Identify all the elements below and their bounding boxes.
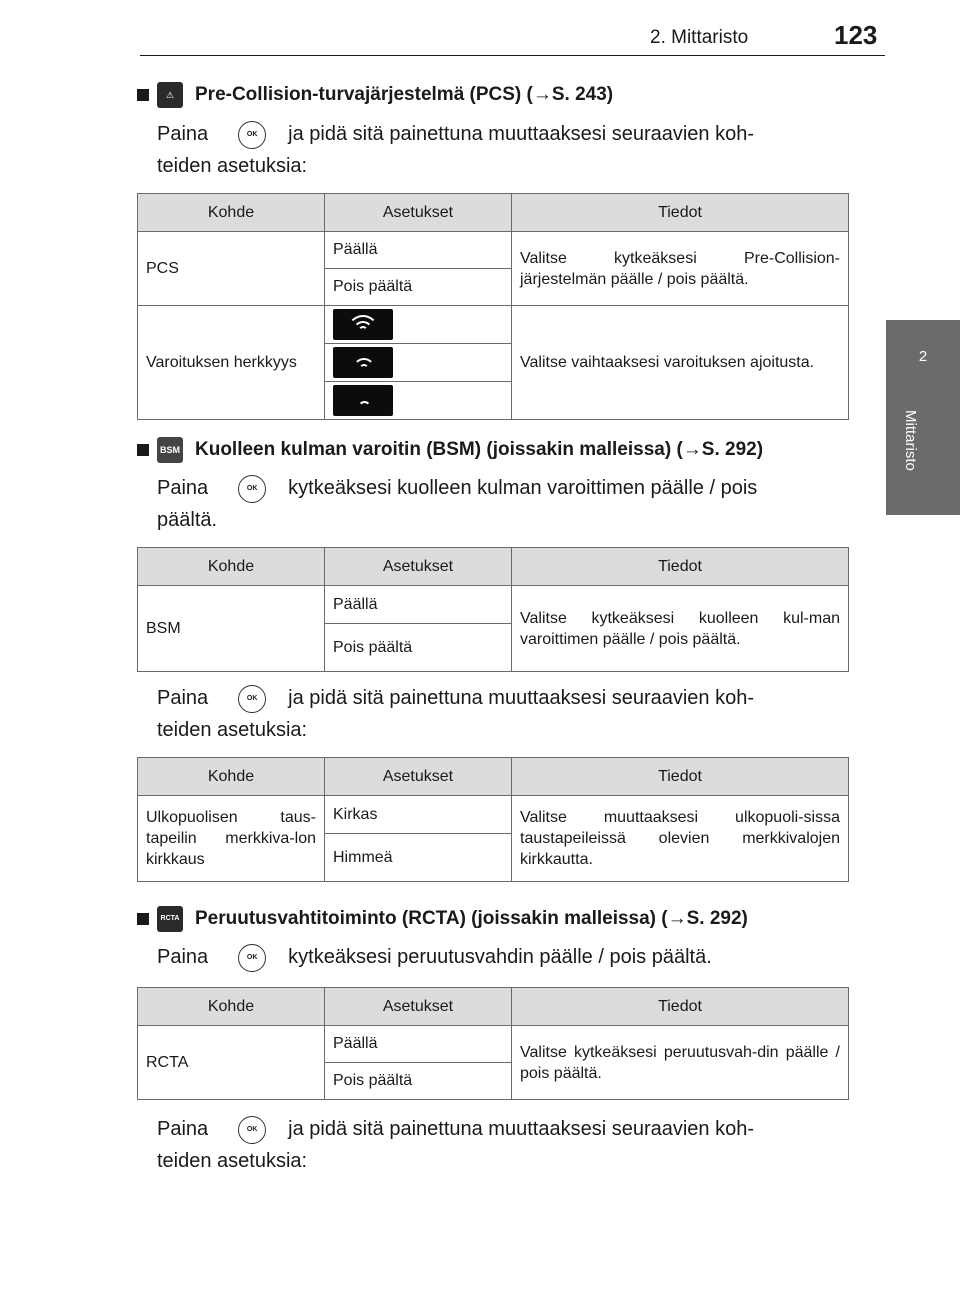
ok-button-icon: OK: [238, 685, 266, 713]
header-rule: [140, 55, 885, 56]
sensitivity-mid-icon: [333, 347, 393, 378]
col-header-asetukset: Asetukset: [325, 988, 512, 1026]
pcs-heading: [137, 82, 613, 108]
cell-item: RCTA: [138, 1026, 325, 1100]
bullet-square-icon: [137, 89, 149, 101]
table-row: [138, 306, 849, 344]
cell-setting: Kirkas: [325, 796, 512, 834]
instruction-press: Paina: [157, 687, 209, 709]
cell-setting: Päällä: [325, 232, 512, 269]
col-header-tiedot: Tiedot: [512, 194, 849, 232]
bsm-icon: BSM: [157, 437, 183, 463]
page-number: 123: [834, 20, 878, 50]
instruction-text: ja pidä sitä painettuna muuttaaksesi seuraavien koh-: [288, 123, 754, 145]
col-header-kohde: Kohde: [138, 758, 325, 796]
col-header-tiedot: Tiedot: [512, 548, 849, 586]
rcta-heading: [137, 906, 748, 932]
bsm-heading: [137, 437, 763, 463]
cell-setting: Päällä: [325, 586, 512, 624]
cell-info: Valitse muuttaaksesi ulkopuoli-sissa taustapeileissä olevien merkkivalojen kirkkautta.: [512, 796, 849, 882]
cell-item: Ulkopuolisen taus-tapeilin merkkiva-lon kirkkaus: [138, 796, 325, 882]
cell-setting: [325, 344, 512, 382]
col-header-asetukset: Asetukset: [325, 758, 512, 796]
pcs-instruction: [157, 118, 847, 182]
instruction-text: ja pidä sitä painettuna muuttaaksesi seuraavien koh-: [288, 1118, 754, 1140]
ok-button-icon: OK: [238, 1116, 266, 1144]
rcta-instruction: [157, 941, 847, 973]
cell-info: Valitse kytkeäksesi kuolleen kul-man varoittimen päälle / pois päältä.: [512, 586, 849, 672]
instruction-press: Paina: [157, 123, 209, 145]
chapter-label-text: Mittaristo: [902, 410, 919, 471]
mirror-brightness-table: [137, 757, 849, 882]
cell-item: BSM: [138, 586, 325, 672]
sensitivity-high-icon: [333, 309, 393, 340]
col-header-kohde: Kohde: [138, 548, 325, 586]
cell-item: PCS: [138, 232, 325, 306]
instruction-press: Paina: [157, 946, 209, 968]
pcs-heading-text: Pre-Collision-turvajärjestelmä (PCS) (→S. 243): [195, 84, 614, 105]
table-row: [138, 1026, 849, 1063]
table-header-row: [138, 758, 849, 796]
instruction-text-cont: päältä.: [157, 509, 218, 531]
col-header-tiedot: Tiedot: [512, 758, 849, 796]
rcta-icon: RCTA: [157, 906, 183, 932]
bullet-square-icon: [137, 913, 149, 925]
instruction-text: kytkeäksesi kuolleen kulman varoittimen päälle / pois: [288, 477, 758, 499]
cell-setting: [325, 382, 512, 420]
cell-setting: Pois päältä: [325, 269, 512, 306]
pcs-table: [137, 193, 849, 420]
col-header-kohde: Kohde: [138, 988, 325, 1026]
col-header-tiedot: Tiedot: [512, 988, 849, 1026]
col-header-asetukset: Asetukset: [325, 548, 512, 586]
cell-setting: Päällä: [325, 1026, 512, 1063]
pcs-icon: ⚠: [157, 82, 183, 108]
bsm-instruction-2: [157, 682, 847, 746]
col-header-kohde: Kohde: [138, 194, 325, 232]
chapter-number: 2: [918, 348, 928, 365]
instruction-text-cont: teiden asetuksia:: [157, 155, 308, 177]
bsm-instruction: [157, 472, 847, 536]
ok-button-icon: OK: [238, 944, 266, 972]
cell-info: Valitse kytkeäksesi Pre-Collision-järjestelmän päälle / pois päältä.: [512, 232, 849, 306]
chapter-label: [895, 410, 925, 510]
table-row: [138, 232, 849, 269]
rcta-heading-text: Peruutusvahtitoiminto (RCTA) (joissakin malleissa) (→S. 292): [195, 908, 748, 929]
cell-setting: Pois päältä: [325, 624, 512, 672]
ok-button-icon: OK: [238, 121, 266, 149]
bullet-square-icon: [137, 444, 149, 456]
table-header-row: [138, 194, 849, 232]
instruction-text: ja pidä sitä painettuna muuttaaksesi seuraavien koh-: [288, 687, 754, 709]
rcta-instruction-2: [157, 1113, 847, 1177]
table-row: [138, 796, 849, 834]
sensitivity-low-icon: [333, 385, 393, 416]
table-row: [138, 586, 849, 624]
cell-info: Valitse vaihtaaksesi varoituksen ajoitusta.: [512, 306, 849, 420]
cell-setting: [325, 306, 512, 344]
instruction-text-cont: teiden asetuksia:: [157, 1150, 308, 1172]
cell-setting: Pois päältä: [325, 1063, 512, 1100]
rcta-table: [137, 987, 849, 1100]
bsm-heading-text: Kuolleen kulman varoitin (BSM) (joissakin malleissa) (→S. 292): [195, 439, 764, 460]
ok-button-icon: OK: [238, 475, 266, 503]
instruction-text: kytkeäksesi peruutusvahdin päälle / pois päältä.: [288, 946, 712, 968]
cell-setting: Himmeä: [325, 834, 512, 882]
instruction-text-cont: teiden asetuksia:: [157, 719, 308, 741]
cell-item: Varoituksen herkkyys: [138, 306, 325, 420]
bsm-table: [137, 547, 849, 672]
table-header-row: [138, 988, 849, 1026]
cell-info: Valitse kytkeäksesi peruutusvah-din päälle / pois päältä.: [512, 1026, 849, 1100]
table-header-row: [138, 548, 849, 586]
instruction-press: Paina: [157, 477, 209, 499]
instruction-press: Paina: [157, 1118, 209, 1140]
col-header-asetukset: Asetukset: [325, 194, 512, 232]
section-title: 2. Mittaristo: [650, 27, 749, 48]
